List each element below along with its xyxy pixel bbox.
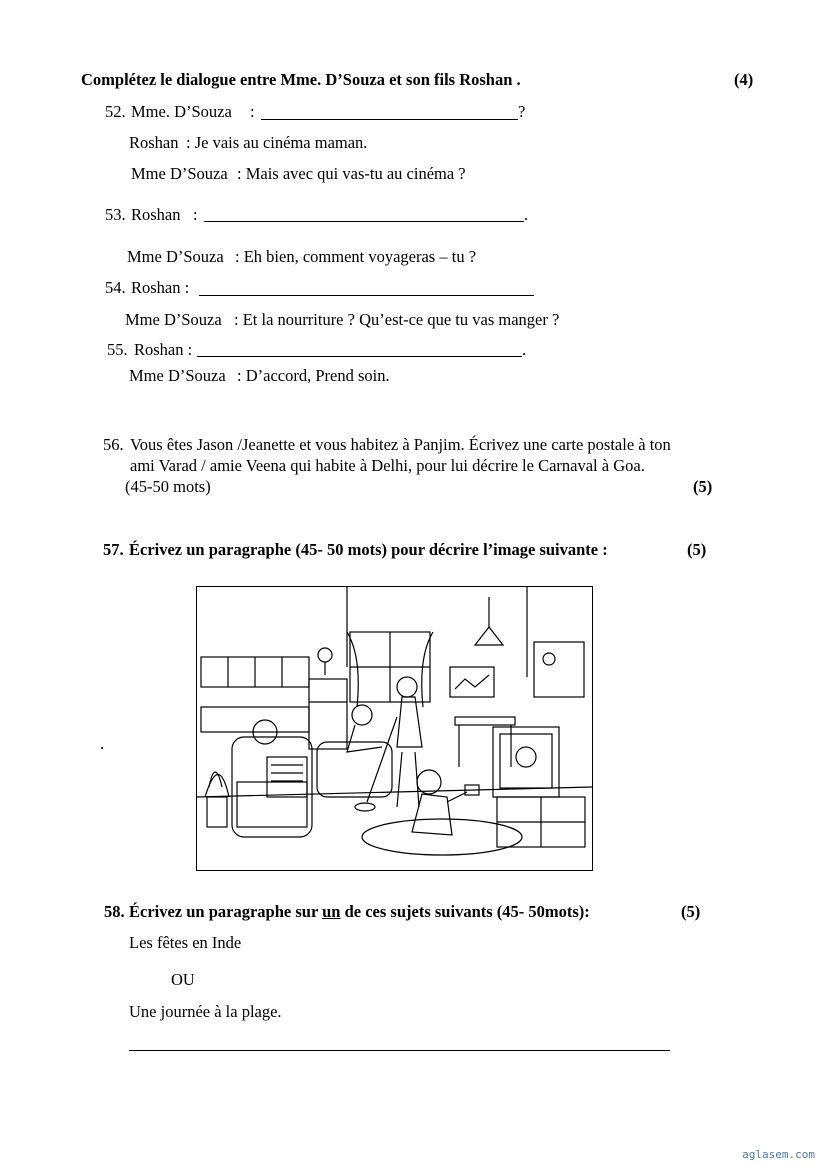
question-number: 58.	[104, 902, 125, 921]
question-text-before: Écrivez un paragraphe sur	[129, 902, 323, 921]
question-number: 57.	[103, 540, 124, 559]
dialogue-speaker: Mme D’Souza	[127, 247, 224, 266]
end-punct: .	[522, 340, 527, 359]
option-1: Les fêtes en Inde	[129, 933, 242, 952]
living-room-illustration	[196, 586, 593, 871]
stray-mark: .	[100, 734, 105, 753]
question-text-line2: ami Varad / amie Veena qui habite à Delhi, pour lui décrire le Carnaval à Goa.	[130, 456, 645, 475]
answer-line[interactable]	[199, 295, 534, 296]
marks: (5)	[687, 540, 707, 559]
speaker-label: Roshan :	[131, 278, 190, 297]
dialogue-text: : Mais avec qui vas-tu au cinéma ?	[237, 164, 466, 183]
question-number: 54.	[105, 278, 126, 297]
dialogue-speaker: Mme D’Souza	[131, 164, 228, 183]
watermark: aglasem.com	[742, 1148, 815, 1161]
dialogue-speaker: Roshan	[129, 133, 179, 152]
question-text-after: de ces sujets suivants (45- 50mots):	[340, 902, 590, 921]
marks: (5)	[693, 477, 713, 496]
or-label: OU	[171, 970, 195, 989]
answer-line[interactable]	[261, 119, 518, 120]
speaker-label: Mme. D’Souza	[131, 102, 232, 121]
speaker-label: Roshan	[131, 205, 181, 224]
marks: (5)	[681, 902, 701, 921]
end-punct: ?	[518, 102, 526, 121]
instruction-marks: (4)	[734, 70, 754, 89]
question-text-underlined: un	[322, 902, 341, 921]
question-number: 52.	[105, 102, 126, 121]
question-text-line1: Vous êtes Jason /Jeanette et vous habitez à Panjim. Écrivez une carte postale à ton	[130, 435, 671, 454]
dialogue-text: : Et la nourriture ? Qu’est-ce que tu vas manger ?	[234, 310, 560, 329]
instruction-text: Complétez le dialogue entre Mme. D’Souza et son fils Roshan .	[81, 70, 521, 89]
question-number: 53.	[105, 205, 126, 224]
dialogue-speaker: Mme D’Souza	[129, 366, 226, 385]
question-number: 56.	[103, 435, 124, 454]
separator: :	[193, 205, 198, 224]
question-number: 55.	[107, 340, 128, 359]
separator: :	[250, 102, 255, 121]
question-text	[129, 903, 590, 922]
option-2: Une journée à la plage.	[129, 1002, 282, 1021]
dialogue-speaker: Mme D’Souza	[125, 310, 222, 329]
word-count: (45-50 mots)	[125, 477, 211, 496]
dialogue-text: : Je vais au cinéma maman.	[186, 133, 368, 152]
answer-line[interactable]	[204, 221, 524, 222]
dialogue-text: : D’accord, Prend soin.	[237, 366, 390, 385]
dialogue-text: : Eh bien, comment voyageras – tu ?	[235, 247, 477, 266]
answer-line[interactable]	[129, 1050, 670, 1051]
speaker-label: Roshan :	[134, 340, 193, 359]
end-punct: .	[524, 205, 529, 224]
question-text: Écrivez un paragraphe (45- 50 mots) pour décrire l’image suivante :	[129, 540, 608, 559]
answer-line[interactable]	[197, 356, 522, 357]
